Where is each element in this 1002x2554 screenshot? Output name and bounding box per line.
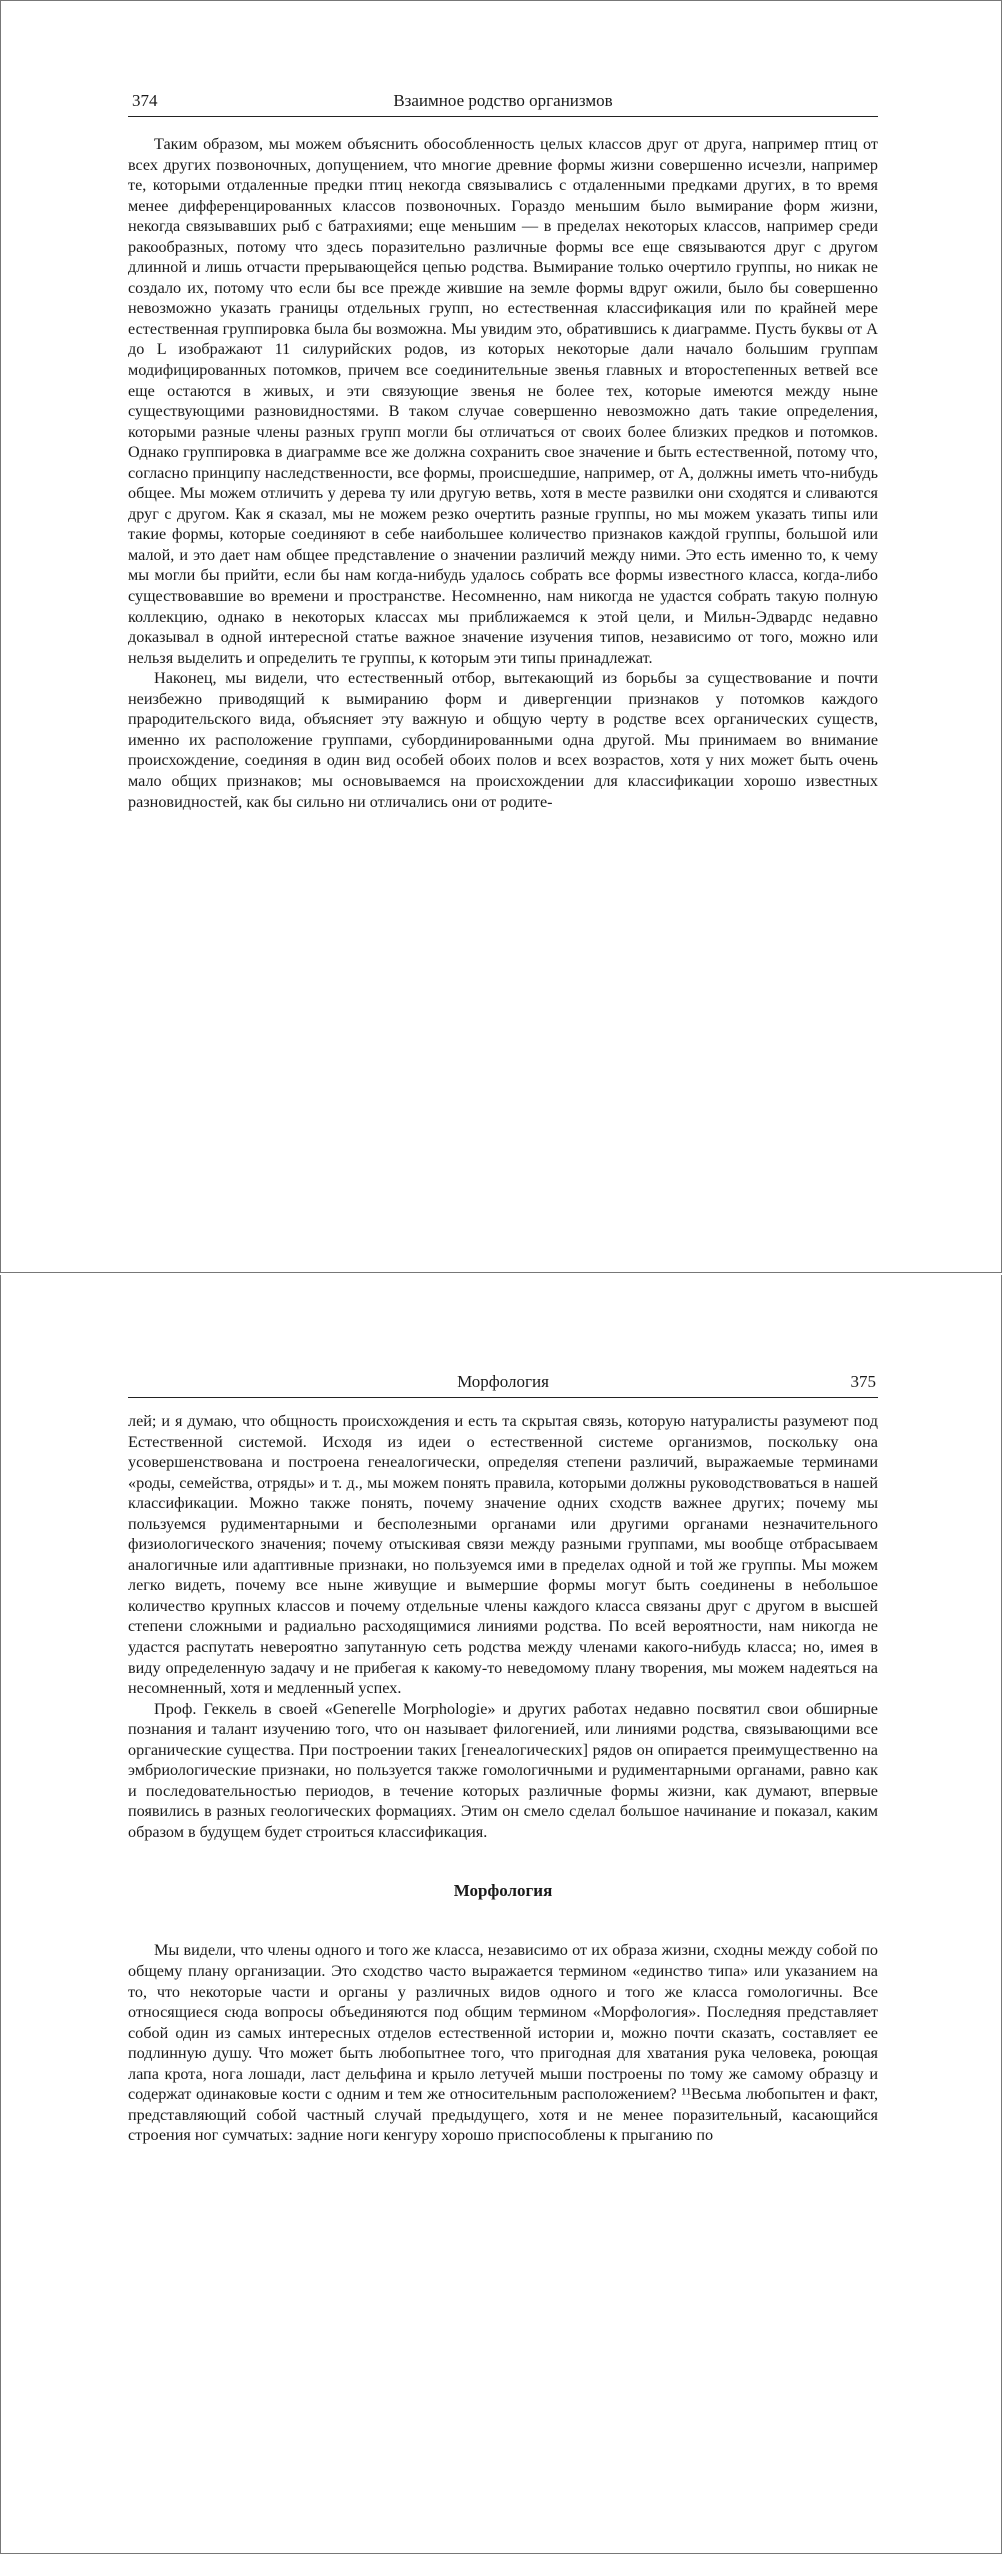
running-header [128, 86, 878, 117]
paragraph: Проф. Геккель в своей «Generelle Morphologie» и других работах недавно посвятил свои обширные познания и талант изучению того, что он называет филогенией, или линиями родства, связывающими все органические существа. При построении таких [генеалогических] рядов он опирается преимущественно на эмбриологические признаки, но пользуется также гомологичными и рудиментарными органами, равно как и последовательностью периодов, в течение которых различные формы жизни, как думают, впервые появились в разных геологических формациях. Этим он смело сделал большое начинание и показал, каким образом в будущем будет строиться классификация. [128, 1699, 878, 1841]
paragraph: Таким образом, мы можем объяснить обособленность целых классов друг от друга, например птиц от всех других позвоночных, допущением, что многие древние формы жизни совершенно исчезли, например те, которыми отдаленные предки птиц некогда связывались с отдаленными предками других, в то время менее дифференцированных классов позвоночных. Гораздо меньшим было вымирание форм жизни, некогда связывавших рыб с батрахиями; еще меньшим — в пределах некоторых классов, например среди ракообразных, потому что здесь поразительно различные формы все еще связываются друг с другом длинной и лишь отчасти прерывающейся цепью родства. Вымирание только очертило группы, но никак не создало их, потому что если бы все прежде жившие на земле формы вдруг ожили, было бы совершенно невозможно указать границы отдельных групп, но естественная классификация или по крайней мере естественная группировка была бы возможна. Мы увидим это, обратившись к диаграмме. Пусть буквы от А до L изображают 11 силурийских родов, из которых некоторые дали начало большим группам модифицированных потомков, причем все соединительные звенья главных и второстепенных ветвей все еще остаются в живых, и эти связующие звенья не более тех, которые имеются между ныне существующими разновидностями. В таком случае совершенно невозможно дать такие определения, которыми разные члены разных групп могли бы отличаться от своих более близких предков и потомков. Однако группировка в диаграмме все же должна сохранить свое значение и быть естественной, потому что, согласно принципу наследственности, все формы, происшедшие, например, от А, должны иметь что-нибудь общее. Мы можем отличить у дерева ту или другую ветвь, хотя в месте развилки они сходятся и сливаются друг с другом. Как я сказал, мы не можем резко очертить разные группы, но мы можем указать типы или такие формы, которые соединяют в себе наибольшее количество признаков каждой группы, большой или малой, и это дает нам общее представление о значении различий между ними. Это есть именно то, к чему мы могли бы прийти, если бы нам когда-нибудь удалось собрать все формы известного класса, когда-либо существовавшие во времени и пространстве. Несомненно, нам никогда не удастся собрать такую полную коллекцию, однако в некоторых классах мы приближаемся к этой цели, и Мильн-Эдвардс недавно доказывал в одной интересной статье важное значение изучения типов, независимо от того, можно или нельзя выделить и определить те группы, к которым эти типы принадлежат. [128, 135, 878, 667]
page-375 [0, 1275, 1002, 2554]
page-number: 374 [132, 91, 158, 110]
page-text [128, 1411, 878, 2146]
section-heading: Морфология [453, 1881, 553, 1901]
page-number: 375 [850, 1372, 876, 1391]
page-text [128, 134, 878, 812]
running-title: Взаимное родство организмов [393, 91, 613, 110]
page-374 [0, 0, 1002, 1273]
running-header [128, 1367, 878, 1398]
paragraph: Наконец, мы видели, что естественный отбор, вытекающий из борьбы за существование и почти неизбежно приводящий к вымиранию форм и дивергенции признаков у потомков каждого прародительского вида, объясняет эту важную и общую черту в родстве всех органических существ, именно их расположение группами, субординированными одна другой. Мы принимаем во внимание происхождение, соединяя в один вид особей обоих полов и всех возрастов, хотя у них может быть очень мало общих признаков; мы основываемся на происхождении для классификации хорошо известных разновидностей, как бы сильно ни отличались они от родите- [128, 669, 878, 811]
paragraph: лей; и я думаю, что общность происхождения и есть та скрытая связь, которую натуралисты разумеют под Естественной системой. Исходя из идеи о естественной системе организмов, поскольку она усовершенствована и построена генеалогически, определяя степени различий, выражаемые терминами «роды, семейства, отряды» и т. д., мы можем понять правила, которыми должны руководствоваться в нашей классификации. Можно также понять, почему значение одних сходств важнее других; почему мы пользуемся рудиментарными и бесполезными органами или другими органами незначительного физиологического значения; почему отыскивая связи между разными группами, мы вообще отбрасываем аналогичные или адаптивные признаки, но пользуемся ими в пределах одной и той же группы. Мы можем легко видеть, почему все ныне живущие и вымершие формы могут быть соединены в небольшое количество крупных классов и почему отдельные члены каждого класса связаны друг с другом в высшей степени сложными и радиально расходящимися линиями родства. По всей вероятности, нам никогда не удастся распутать невероятно запутанную сеть родства между членами какого-нибудь класса; но, имея в виду определенную задачу и не прибегая к какому-то неведомому плану творения, мы можем надеяться на несомненный, хотя и медленный успех. [128, 1412, 878, 1698]
running-title: Морфология [457, 1372, 549, 1391]
paragraph: Мы видели, что члены одного и того же класса, независимо от их образа жизни, сходны между собой по общему плану организации. Это сходство часто выражается термином «единство типа» или указанием на то, что некоторые части и органы у различных видов одного и того же класса гомологичны. Все относящиеся сюда вопросы объединяются под общим термином «Морфология». Последняя представляет собой один из самых интересных отделов естественной истории и, можно почти сказать, составляет ее подлинную душу. Что может быть любопытнее того, что пригодная для хватания рука человека, роющая лапа крота, нога лошади, ласт дельфина и крыло летучей мыши построены по тому же самому образцу и содержат одинаковые кости с одним и тем же относительным расположением? ¹¹Весьма любопытен и факт, представляющий собой частный случай предыдущего, хотя и не менее поразительный, касающийся строения ног сумчатых: задние ноги кенгуру хорошо приспособлены к прыганию по [128, 1941, 878, 2145]
